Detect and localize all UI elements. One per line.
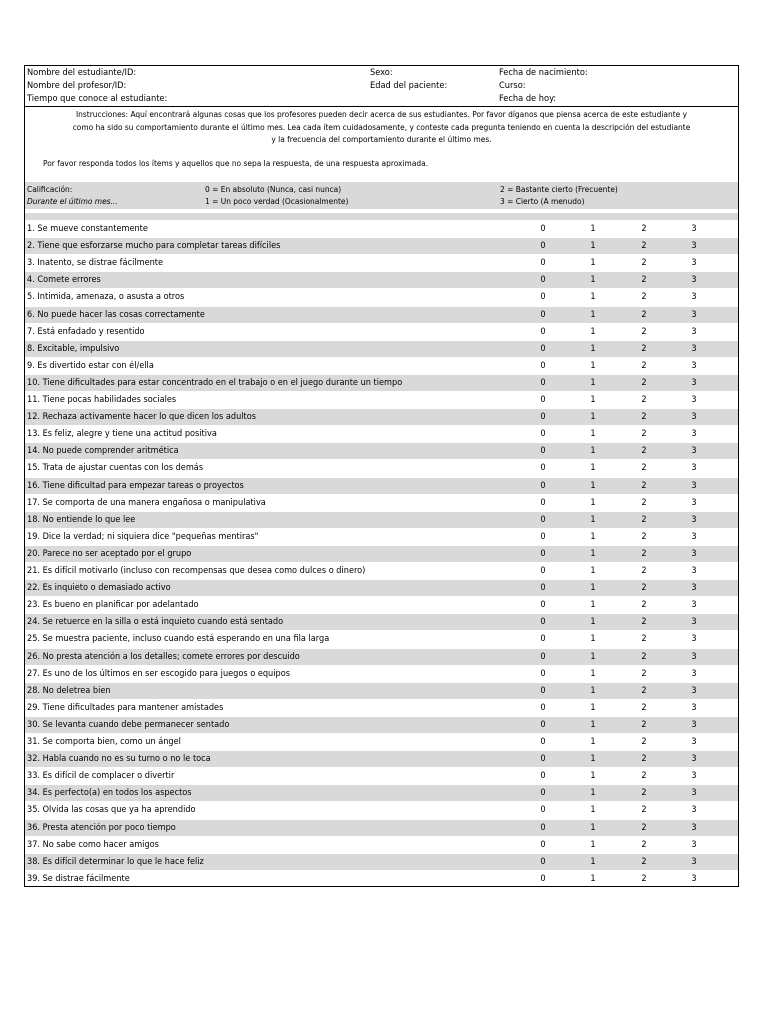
item-option-1[interactable]: 1 bbox=[590, 583, 596, 594]
table-row bbox=[25, 666, 738, 683]
item-option-2[interactable]: 2 bbox=[641, 651, 647, 662]
item-option-1[interactable]: 1 bbox=[590, 737, 596, 747]
instructions-line-3: y la frecuencia del comportamiento durante el último mes. bbox=[271, 134, 492, 144]
item-text: 27. Es uno de los últimos en ser escogido para juegos o equipos bbox=[27, 668, 290, 679]
table-row bbox=[25, 563, 738, 580]
item-text: 34. Es perfecto(a) en todos los aspectos bbox=[27, 788, 192, 799]
patient-age-label: Edad del paciente: bbox=[370, 80, 448, 91]
table-row bbox=[25, 871, 738, 888]
item-text: 17. Se comporta de una manera engañosa o manipulativa bbox=[27, 497, 266, 508]
item-option-0[interactable]: 0 bbox=[540, 241, 546, 252]
item-option-0[interactable]: 0 bbox=[540, 805, 546, 816]
table-row bbox=[25, 375, 738, 392]
item-option-3[interactable]: 3 bbox=[691, 839, 697, 850]
item-option-0[interactable]: 0 bbox=[540, 531, 546, 542]
item-option-2[interactable]: 2 bbox=[641, 497, 647, 508]
item-text: 7. Está enfadado y resentido bbox=[27, 326, 145, 337]
item-option-2[interactable]: 2 bbox=[641, 788, 647, 799]
teacher-name-label: Nombre del profesor/ID: bbox=[27, 80, 127, 91]
rating-option-1: 1 = Un poco verdad (Ocasionalmente) bbox=[205, 196, 349, 206]
item-text: 24. Se retuerce en la silla o está inquieto cuando está sentado bbox=[27, 617, 284, 628]
item-option-0[interactable]: 0 bbox=[540, 566, 546, 576]
table-row bbox=[25, 324, 738, 341]
item-option-3[interactable]: 3 bbox=[691, 377, 697, 388]
item-option-3[interactable]: 3 bbox=[691, 685, 697, 696]
item-option-0[interactable]: 0 bbox=[540, 224, 546, 234]
rating-label: Calificación: bbox=[27, 184, 73, 194]
item-text: 13. Es feliz, alegre y tiene una actitud positiva bbox=[27, 429, 217, 440]
course-label: Curso: bbox=[499, 80, 526, 91]
table-row bbox=[25, 358, 738, 375]
item-option-1[interactable]: 1 bbox=[590, 412, 596, 423]
item-text: 35. Olvida las cosas que ya ha aprendido bbox=[27, 805, 196, 816]
item-option-0[interactable]: 0 bbox=[540, 685, 546, 696]
table-row bbox=[25, 529, 738, 546]
item-option-1[interactable]: 1 bbox=[590, 822, 596, 833]
item-option-3[interactable]: 3 bbox=[691, 463, 697, 474]
table-row bbox=[25, 597, 738, 614]
item-option-1[interactable]: 1 bbox=[590, 395, 596, 405]
table-row bbox=[25, 409, 738, 426]
table-row bbox=[25, 683, 738, 700]
table-row bbox=[25, 649, 738, 666]
item-option-3[interactable]: 3 bbox=[691, 822, 697, 833]
item-text: 10. Tiene dificultades para estar concentrado en el trabajo o en el juego durante un tiempo bbox=[27, 377, 403, 388]
item-option-3[interactable]: 3 bbox=[691, 292, 697, 303]
item-option-0[interactable]: 0 bbox=[540, 395, 546, 405]
item-option-0[interactable]: 0 bbox=[540, 548, 546, 559]
table-row bbox=[25, 837, 738, 854]
item-option-2[interactable]: 2 bbox=[641, 309, 647, 320]
item-option-2[interactable]: 2 bbox=[641, 241, 647, 252]
item-text: 6. No puede hacer las cosas correctamente bbox=[27, 309, 205, 320]
item-option-3[interactable]: 3 bbox=[691, 446, 697, 457]
item-option-0[interactable]: 0 bbox=[540, 668, 546, 679]
item-option-0[interactable]: 0 bbox=[540, 600, 546, 611]
table-row bbox=[25, 751, 738, 768]
item-option-1[interactable]: 1 bbox=[590, 668, 596, 679]
item-option-3[interactable]: 3 bbox=[691, 651, 697, 662]
item-option-1[interactable]: 1 bbox=[590, 805, 596, 816]
table-row bbox=[25, 546, 738, 563]
item-text: 31. Se comporta bien, como un ángel bbox=[27, 737, 181, 747]
rating-option-0: 0 = En absoluto (Nunca, casi nunca) bbox=[205, 184, 342, 194]
item-option-1[interactable]: 1 bbox=[590, 309, 596, 320]
item-option-1[interactable]: 1 bbox=[590, 241, 596, 252]
item-text: 29. Tiene dificultades para mantener amistades bbox=[27, 702, 224, 713]
item-option-3[interactable]: 3 bbox=[691, 737, 697, 747]
item-option-2[interactable]: 2 bbox=[641, 685, 647, 696]
table-row bbox=[25, 768, 738, 785]
table-row bbox=[25, 820, 738, 837]
table-row bbox=[25, 700, 738, 717]
item-option-1[interactable]: 1 bbox=[590, 292, 596, 303]
item-text: 38. Es difícil determinar lo que le hace feliz bbox=[27, 856, 204, 867]
header-divider bbox=[25, 106, 738, 107]
item-text: 30. Se levanta cuando debe permanecer sentado bbox=[27, 719, 230, 730]
item-option-2[interactable]: 2 bbox=[641, 771, 647, 782]
item-text: 3. Inatento, se distrae fácilmente bbox=[27, 258, 164, 269]
table-row bbox=[25, 614, 738, 631]
item-option-0[interactable]: 0 bbox=[540, 309, 546, 320]
table-row bbox=[25, 307, 738, 324]
item-text: 32. Habla cuando no es su turno o no le toca bbox=[27, 754, 211, 765]
item-option-0[interactable]: 0 bbox=[540, 377, 546, 388]
item-option-2[interactable]: 2 bbox=[641, 429, 647, 440]
item-option-3[interactable]: 3 bbox=[691, 771, 697, 782]
table-row bbox=[25, 785, 738, 802]
item-option-2[interactable]: 2 bbox=[641, 292, 647, 303]
item-option-2[interactable]: 2 bbox=[641, 566, 647, 576]
item-option-3[interactable]: 3 bbox=[691, 275, 697, 286]
item-option-3[interactable]: 3 bbox=[691, 702, 697, 713]
item-option-1[interactable]: 1 bbox=[590, 702, 596, 713]
table-row bbox=[25, 238, 738, 255]
item-option-2[interactable]: 2 bbox=[641, 258, 647, 269]
item-option-0[interactable]: 0 bbox=[540, 258, 546, 269]
item-option-0[interactable]: 0 bbox=[540, 446, 546, 457]
item-text: 2. Tiene que esforzarse mucho para completar tareas difíciles bbox=[27, 241, 281, 252]
table-row bbox=[25, 289, 738, 306]
item-option-0[interactable]: 0 bbox=[540, 497, 546, 508]
table-row bbox=[25, 802, 738, 819]
item-option-1[interactable]: 1 bbox=[590, 326, 596, 337]
item-text: 1. Se mueve constantemente bbox=[27, 224, 148, 234]
item-option-3[interactable]: 3 bbox=[691, 309, 697, 320]
item-option-0[interactable]: 0 bbox=[540, 651, 546, 662]
table-row bbox=[25, 734, 738, 751]
table-row bbox=[25, 580, 738, 597]
item-option-1[interactable]: 1 bbox=[590, 224, 596, 234]
item-option-2[interactable]: 2 bbox=[641, 737, 647, 747]
item-option-1[interactable]: 1 bbox=[590, 377, 596, 388]
table-row bbox=[25, 221, 738, 238]
item-option-2[interactable]: 2 bbox=[641, 856, 647, 867]
item-option-0[interactable]: 0 bbox=[540, 634, 546, 645]
item-text: 21. Es difícil motivarlo (incluso con recompensas que desea como dulces o dinero) bbox=[27, 566, 366, 576]
item-option-0[interactable]: 0 bbox=[540, 360, 546, 371]
item-option-0[interactable]: 0 bbox=[540, 463, 546, 474]
item-option-2[interactable]: 2 bbox=[641, 446, 647, 457]
item-text: 14. No puede comprender aritmética bbox=[27, 446, 179, 457]
item-option-3[interactable]: 3 bbox=[691, 429, 697, 440]
item-option-3[interactable]: 3 bbox=[691, 548, 697, 559]
spacer-band bbox=[25, 213, 738, 220]
item-text: 9. Es divertido estar con él/ella bbox=[27, 360, 154, 371]
item-option-2[interactable]: 2 bbox=[641, 702, 647, 713]
item-option-0[interactable]: 0 bbox=[540, 429, 546, 440]
table-row bbox=[25, 631, 738, 648]
item-option-2[interactable]: 2 bbox=[641, 668, 647, 679]
item-option-3[interactable]: 3 bbox=[691, 719, 697, 730]
instructions-line-2: como ha sido su comportamiento durante el último mes. Lea cada ítem cuidadosamente, y conteste cada pregunta teniendo en cuenta la descripción del estudiante bbox=[72, 122, 691, 132]
item-option-3[interactable]: 3 bbox=[691, 788, 697, 799]
table-row bbox=[25, 717, 738, 734]
table-row bbox=[25, 272, 738, 289]
item-option-3[interactable]: 3 bbox=[691, 600, 697, 611]
item-option-1[interactable]: 1 bbox=[590, 497, 596, 508]
table-row bbox=[25, 512, 738, 529]
table-row bbox=[25, 392, 738, 409]
item-option-0[interactable]: 0 bbox=[540, 292, 546, 303]
item-option-2[interactable]: 2 bbox=[641, 531, 647, 542]
item-option-0[interactable]: 0 bbox=[540, 737, 546, 747]
item-text: 11. Tiene pocas habilidades sociales bbox=[27, 395, 177, 405]
item-text: 33. Es difícil de complacer o divertir bbox=[27, 771, 175, 782]
item-option-0[interactable]: 0 bbox=[540, 839, 546, 850]
item-option-0[interactable]: 0 bbox=[540, 617, 546, 628]
item-option-3[interactable]: 3 bbox=[691, 514, 697, 525]
table-row bbox=[25, 854, 738, 871]
item-option-1[interactable]: 1 bbox=[590, 839, 596, 850]
item-text: 25. Se muestra paciente, incluso cuando está esperando en una fila larga bbox=[27, 634, 330, 645]
table-row bbox=[25, 443, 738, 460]
item-option-2[interactable]: 2 bbox=[641, 412, 647, 423]
table-row bbox=[25, 460, 738, 477]
item-option-3[interactable]: 3 bbox=[691, 326, 697, 337]
item-text: 37. No sabe como hacer amigos bbox=[27, 839, 159, 850]
item-option-1[interactable]: 1 bbox=[590, 600, 596, 611]
item-option-1[interactable]: 1 bbox=[590, 514, 596, 525]
item-option-3[interactable]: 3 bbox=[691, 531, 697, 542]
item-option-2[interactable]: 2 bbox=[641, 326, 647, 337]
item-text: 15. Trata de ajustar cuentas con los demás bbox=[27, 463, 204, 474]
time-known-label: Tiempo que conoce al estudiante: bbox=[27, 93, 168, 104]
questionnaire-form bbox=[24, 65, 739, 887]
item-text: 23. Es bueno en planificar por adelantado bbox=[27, 600, 199, 611]
item-option-1[interactable]: 1 bbox=[590, 343, 596, 354]
item-text: 22. Es inquieto o demasiado activo bbox=[27, 583, 171, 594]
table-row bbox=[25, 426, 738, 443]
item-option-3[interactable]: 3 bbox=[691, 360, 697, 371]
item-option-3[interactable]: 3 bbox=[691, 583, 697, 594]
item-option-0[interactable]: 0 bbox=[540, 822, 546, 833]
item-option-1[interactable]: 1 bbox=[590, 566, 596, 576]
item-option-1[interactable]: 1 bbox=[590, 463, 596, 474]
item-option-0[interactable]: 0 bbox=[540, 788, 546, 799]
item-text: 8. Excitable, impulsivo bbox=[27, 343, 120, 354]
item-option-2[interactable]: 2 bbox=[641, 395, 647, 405]
today-date-label: Fecha de hoy: bbox=[499, 93, 557, 104]
item-option-0[interactable]: 0 bbox=[540, 326, 546, 337]
item-option-1[interactable]: 1 bbox=[590, 617, 596, 628]
item-option-2[interactable]: 2 bbox=[641, 480, 647, 491]
rating-scale-band bbox=[25, 182, 738, 209]
item-option-2[interactable]: 2 bbox=[641, 343, 647, 354]
item-text: 4. Comete errores bbox=[27, 275, 101, 286]
item-option-1[interactable]: 1 bbox=[590, 531, 596, 542]
item-text: 5. Intimida, amenaza, o asusta a otros bbox=[27, 292, 185, 303]
item-option-2[interactable]: 2 bbox=[641, 463, 647, 474]
item-option-2[interactable]: 2 bbox=[641, 360, 647, 371]
item-text: 18. No entiende lo que lee bbox=[27, 514, 136, 525]
item-text: 19. Dice la verdad; ni siquiera dice "pequeñas mentiras" bbox=[27, 531, 259, 542]
item-option-0[interactable]: 0 bbox=[540, 754, 546, 765]
item-option-0[interactable]: 0 bbox=[540, 702, 546, 713]
item-option-2[interactable]: 2 bbox=[641, 514, 647, 525]
item-option-3[interactable]: 3 bbox=[691, 343, 697, 354]
item-option-2[interactable]: 2 bbox=[641, 377, 647, 388]
item-text: 16. Tiene dificultad para empezar tareas o proyectos bbox=[27, 480, 244, 491]
item-option-0[interactable]: 0 bbox=[540, 719, 546, 730]
item-option-0[interactable]: 0 bbox=[540, 771, 546, 782]
item-option-3[interactable]: 3 bbox=[691, 241, 697, 252]
table-row bbox=[25, 495, 738, 512]
item-option-0[interactable]: 0 bbox=[540, 873, 546, 884]
item-text: 39. Se distrae fácilmente bbox=[27, 873, 130, 884]
item-option-1[interactable]: 1 bbox=[590, 429, 596, 440]
row-divider bbox=[25, 887, 738, 888]
item-option-1[interactable]: 1 bbox=[590, 685, 596, 696]
sex-label: Sexo: bbox=[370, 67, 393, 78]
table-row bbox=[25, 341, 738, 358]
table-row bbox=[25, 478, 738, 495]
item-option-0[interactable]: 0 bbox=[540, 856, 546, 867]
item-option-1[interactable]: 1 bbox=[590, 856, 596, 867]
item-option-1[interactable]: 1 bbox=[590, 360, 596, 371]
instructions-line-1: Instrucciones: Aquí encontrará algunas cosas que los profesores pueden decir acerca de sus estudiantes. Por favor díganos que piensa acerca de este estudiante y bbox=[75, 109, 688, 119]
item-option-3[interactable]: 3 bbox=[691, 617, 697, 628]
item-option-1[interactable]: 1 bbox=[590, 873, 596, 884]
item-option-2[interactable]: 2 bbox=[641, 600, 647, 611]
item-option-0[interactable]: 0 bbox=[540, 514, 546, 525]
item-option-2[interactable]: 2 bbox=[641, 873, 647, 884]
item-option-3[interactable]: 3 bbox=[691, 805, 697, 816]
item-option-2[interactable]: 2 bbox=[641, 634, 647, 645]
item-option-1[interactable]: 1 bbox=[590, 480, 596, 491]
item-option-2[interactable]: 2 bbox=[641, 548, 647, 559]
item-option-3[interactable]: 3 bbox=[691, 497, 697, 508]
item-option-1[interactable]: 1 bbox=[590, 446, 596, 457]
item-option-1[interactable]: 1 bbox=[590, 258, 596, 269]
item-option-0[interactable]: 0 bbox=[540, 343, 546, 354]
item-option-2[interactable]: 2 bbox=[641, 822, 647, 833]
item-option-1[interactable]: 1 bbox=[590, 548, 596, 559]
item-text: 20. Parece no ser aceptado por el grupo bbox=[27, 548, 192, 559]
instructions-note: Por favor responda todos los ítems y aquellos que no sepa la respuesta, de una respuesta aproximada. bbox=[43, 158, 429, 168]
item-option-3[interactable]: 3 bbox=[691, 412, 697, 423]
item-option-3[interactable]: 3 bbox=[691, 258, 697, 269]
item-option-1[interactable]: 1 bbox=[590, 754, 596, 765]
item-option-3[interactable]: 3 bbox=[691, 566, 697, 576]
rating-option-3: 3 = Cierto (A menudo) bbox=[500, 196, 585, 206]
item-option-1[interactable]: 1 bbox=[590, 634, 596, 645]
item-option-3[interactable]: 3 bbox=[691, 873, 697, 884]
item-option-1[interactable]: 1 bbox=[590, 771, 596, 782]
item-option-1[interactable]: 1 bbox=[590, 719, 596, 730]
item-option-0[interactable]: 0 bbox=[540, 275, 546, 286]
birth-date-label: Fecha de nacimiento: bbox=[499, 67, 588, 78]
item-option-2[interactable]: 2 bbox=[641, 275, 647, 286]
item-option-1[interactable]: 1 bbox=[590, 275, 596, 286]
item-option-0[interactable]: 0 bbox=[540, 583, 546, 594]
item-option-2[interactable]: 2 bbox=[641, 754, 647, 765]
item-option-2[interactable]: 2 bbox=[641, 805, 647, 816]
item-option-1[interactable]: 1 bbox=[590, 788, 596, 799]
item-option-3[interactable]: 3 bbox=[691, 395, 697, 405]
item-option-2[interactable]: 2 bbox=[641, 719, 647, 730]
item-option-1[interactable]: 1 bbox=[590, 651, 596, 662]
item-text: 28. No deletrea bien bbox=[27, 685, 111, 696]
table-row bbox=[25, 255, 738, 272]
item-option-2[interactable]: 2 bbox=[641, 224, 647, 234]
rating-period: Durante el último mes... bbox=[27, 196, 118, 206]
item-option-2[interactable]: 2 bbox=[641, 617, 647, 628]
item-option-3[interactable]: 3 bbox=[691, 856, 697, 867]
item-text: 26. No presta atención a los detalles; comete errores por descuido bbox=[27, 651, 300, 662]
item-text: 36. Presta atención por poco tiempo bbox=[27, 822, 176, 833]
student-name-label: Nombre del estudiante/ID: bbox=[27, 67, 137, 78]
item-option-2[interactable]: 2 bbox=[641, 839, 647, 850]
item-option-0[interactable]: 0 bbox=[540, 412, 546, 423]
rating-option-2: 2 = Bastante cierto (Frecuente) bbox=[500, 184, 618, 194]
item-option-3[interactable]: 3 bbox=[691, 634, 697, 645]
item-option-0[interactable]: 0 bbox=[540, 480, 546, 491]
item-option-3[interactable]: 3 bbox=[691, 668, 697, 679]
item-text: 12. Rechaza activamente hacer lo que dicen los adultos bbox=[27, 412, 257, 423]
item-option-2[interactable]: 2 bbox=[641, 583, 647, 594]
item-option-3[interactable]: 3 bbox=[691, 224, 697, 234]
item-option-3[interactable]: 3 bbox=[691, 754, 697, 765]
item-option-3[interactable]: 3 bbox=[691, 480, 697, 491]
